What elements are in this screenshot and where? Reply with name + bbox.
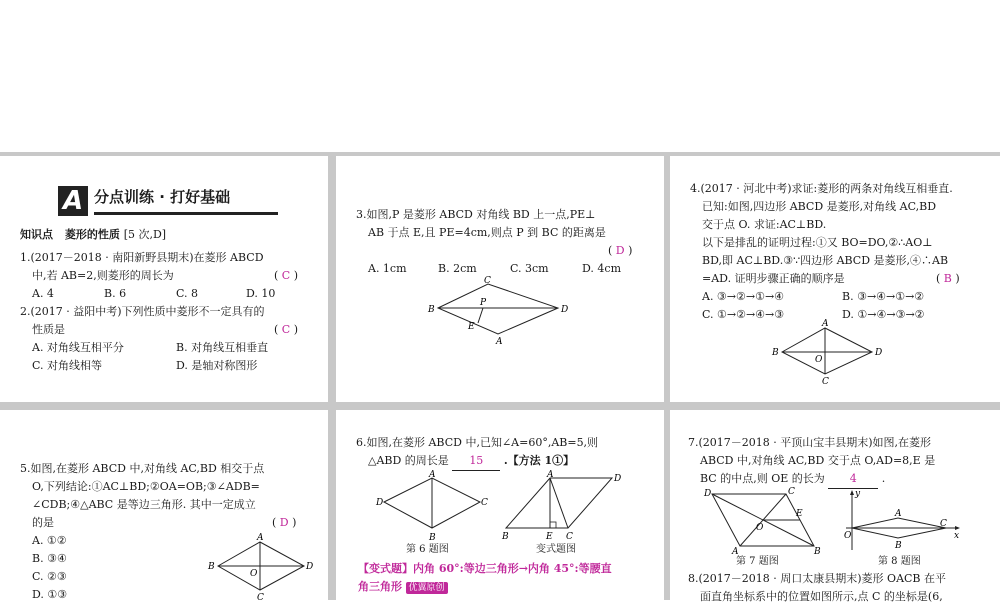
fig-label-a: A: [496, 337, 503, 347]
q4-choice-c: C. ①→②→④→③: [702, 308, 785, 321]
q4-line5: BD,即 AC⊥BD.③∵四边形 ABCD 是菱形,④∴AB: [702, 254, 949, 267]
variant-question-line2: 角三角形 优翼原创: [358, 578, 448, 596]
panel-section-a: [0, 156, 328, 402]
q3-choice-c: C. 3cm: [510, 262, 549, 275]
q5-line3: ∠CDB;④△ABC 是等边三角形. 其中一定成立: [32, 498, 256, 511]
fig-label-c: C: [940, 519, 947, 529]
fig7-caption: 第 7 题图: [736, 556, 779, 567]
q5-choice-b: B. ③④: [32, 552, 67, 565]
section-title: 菱形的性质: [64, 228, 120, 241]
q6-line1: 6.如图,在菱形 ABCD 中,已知∠A=60°,AB=5,则: [356, 436, 599, 449]
banner-title: 分点训练 · 打好基础: [94, 188, 231, 206]
fig-label-c: C: [484, 276, 491, 286]
fig-label-o: O: [756, 523, 764, 533]
fig-label-d: D: [376, 498, 384, 508]
q4-rhombus-figure: [770, 318, 890, 386]
q7-answer-blank: 4: [828, 470, 878, 489]
section-heading: [20, 226, 166, 244]
q2-line1: 2.(2017 · 益阳中考)下列性质中菱形不一定具有的: [20, 305, 265, 318]
fig-label-d: D: [704, 489, 712, 499]
fig-label-a: A: [547, 470, 554, 480]
fig-label-b: B: [502, 532, 509, 542]
q6-rhombus-figure: [376, 472, 486, 544]
panel-question-5: [0, 410, 328, 603]
top-blank-area: [0, 0, 1000, 152]
fig8-caption: 第 8 题图: [878, 556, 921, 567]
q4-line2: 已知:如图,四边形 ABCD 是菱形,对角线 AC,BD: [702, 200, 937, 213]
q1-answer: ( C ): [274, 269, 299, 282]
fig-label-c: C: [481, 498, 488, 508]
fig-label-p: P: [480, 298, 487, 308]
fig6-caption: 第 6 题图: [406, 544, 449, 555]
q5-rhombus-figure: [206, 530, 316, 603]
fig-label-c: C: [822, 377, 829, 387]
fig-label-a: A: [257, 533, 264, 543]
q8-line1: 8.(2017－2018 · 周口太康县期末)菱形 OACB 在平: [688, 572, 947, 585]
q7-rhombus-figure: [704, 487, 824, 557]
axis-label-x: x: [954, 531, 960, 541]
q2-choice-a: A. 对角线互相平分: [32, 341, 124, 354]
panel-question-6: [336, 410, 664, 600]
q8-line2: 面直角坐标系中的位置如图所示,点 C 的坐标是(6,: [700, 590, 943, 603]
q7-line1: 7.(2017－2018 · 平顶山宝丰县期末)如图,在菱形: [688, 436, 932, 449]
q8-coordinate-figure: [842, 488, 962, 554]
section-label: 知识点: [20, 228, 53, 241]
axis-label-y: y: [855, 489, 861, 499]
fig-label-d: D: [614, 474, 622, 484]
q7-line2: ABCD 中,对角线 AC,BD 交于点 O,AD=8,E 是: [700, 454, 936, 467]
q5-choice-c: C. ②③: [32, 570, 67, 583]
banner-underline: [94, 212, 278, 215]
q7-line3: BC 的中点,则 OE 的长为 4 .: [700, 470, 885, 489]
fig-label-o: O: [250, 569, 258, 579]
q3-answer: ( D ): [608, 244, 633, 257]
q3-rhombus-figure: [428, 276, 578, 346]
q5-choice-d: D. ①③: [32, 588, 68, 601]
q5-line1: 5.如图,在菱形 ABCD 中,对角线 AC,BD 相交于点: [20, 462, 265, 475]
q2-choice-d: D. 是轴对称图形: [176, 359, 258, 372]
fig-label-d: D: [561, 305, 569, 315]
fig-label-a: A: [429, 470, 436, 480]
q3-choice-b: B. 2cm: [438, 262, 477, 275]
fig-label-b: B: [208, 562, 215, 572]
fig-label-d: D: [306, 562, 314, 572]
q3-line1: 3.如图,P 是菱形 ABCD 对角线 BD 上一点,PE⊥: [356, 208, 596, 221]
q4-choice-b: B. ③→④→①→②: [842, 290, 925, 303]
fig-label-e: E: [796, 509, 803, 519]
q2-choice-c: C. 对角线相等: [32, 359, 103, 372]
fig-label-o: O: [844, 531, 852, 541]
fig-label-c: C: [788, 487, 795, 497]
fig-label-e: E: [546, 532, 553, 542]
fig-label-b: B: [895, 541, 902, 551]
q5-line4: 的是: [32, 516, 54, 529]
fig-label-a: A: [732, 547, 739, 557]
panel-question-3: [336, 156, 664, 402]
q2-line2: 性质是: [32, 323, 65, 336]
q1-choice-d: D. 10: [246, 287, 276, 300]
q1-line2: 中,若 AB=2,则菱形的周长为: [32, 269, 174, 282]
q6-answer-blank: 15: [452, 452, 500, 471]
section-count: [5 次,D]: [123, 228, 167, 241]
q4-line6: =AD. 证明步骤正确的顺序是: [702, 272, 845, 285]
panel-question-4: [670, 156, 1000, 402]
q4-line4: 以下是排乱的证明过程:①又 BO=DO,②∴AO⊥: [702, 236, 933, 249]
fig-label-a: A: [895, 509, 902, 519]
q4-answer: ( B ): [936, 272, 960, 285]
fig-label-d: D: [875, 348, 883, 358]
q4-choice-a: A. ③→②→①→④: [702, 290, 785, 303]
banner-letter-icon: A: [58, 186, 88, 216]
q2-choice-b: B. 对角线互相垂直: [176, 341, 269, 354]
fig-label-b: B: [428, 305, 435, 315]
q3-choice-d: D. 4cm: [582, 262, 622, 275]
fig-label-e: E: [468, 322, 475, 332]
fig-label-c: C: [566, 532, 573, 542]
q5-line2: O,下列结论:①AC⊥BD;②OA=OB;③∠ADB=: [32, 480, 260, 493]
q3-choice-a: A. 1cm: [368, 262, 407, 275]
q4-choice-d: D. ①→④→③→②: [842, 308, 925, 321]
q1-choice-b: B. 6: [104, 287, 127, 300]
q1-choice-c: C. 8: [176, 287, 199, 300]
q5-answer: ( D ): [272, 516, 297, 529]
panel-question-7-8: [670, 410, 1000, 603]
original-badge: 优翼原创: [406, 582, 448, 594]
fig-label-o: O: [815, 355, 823, 365]
q4-line1: 4.(2017 · 河北中考)求证:菱形的两条对角线互相垂直.: [690, 182, 953, 195]
q1-line1: 1.(2017－2018 · 南阳新野县期末)在菱形 ABCD: [20, 251, 264, 264]
fig-label-a: A: [822, 319, 829, 329]
variant-fig-caption: 变式题图: [536, 544, 576, 555]
q4-line3: 交于点 O. 求证:AC⊥BD.: [702, 218, 827, 231]
fig-label-c: C: [257, 593, 264, 603]
variant-parallelogram-figure: [502, 472, 622, 544]
q1-choice-a: A. 4: [32, 287, 54, 300]
q3-line2: AB 于点 E,且 PE=4cm,则点 P 到 BC 的距离是: [368, 226, 606, 239]
fig-label-b: B: [814, 547, 821, 557]
variant-question: 【变式题】内角 60°:等边三角形→内角 45°:等腰直: [358, 562, 612, 575]
section-banner: [58, 186, 278, 216]
fig-label-b: B: [772, 348, 779, 358]
q2-answer: ( C ): [274, 323, 299, 336]
q6-line2: △ABD 的周长是 15 .【方法 1①】: [368, 452, 574, 471]
q5-choice-a: A. ①②: [32, 534, 67, 547]
fig-label-b: B: [429, 533, 436, 543]
